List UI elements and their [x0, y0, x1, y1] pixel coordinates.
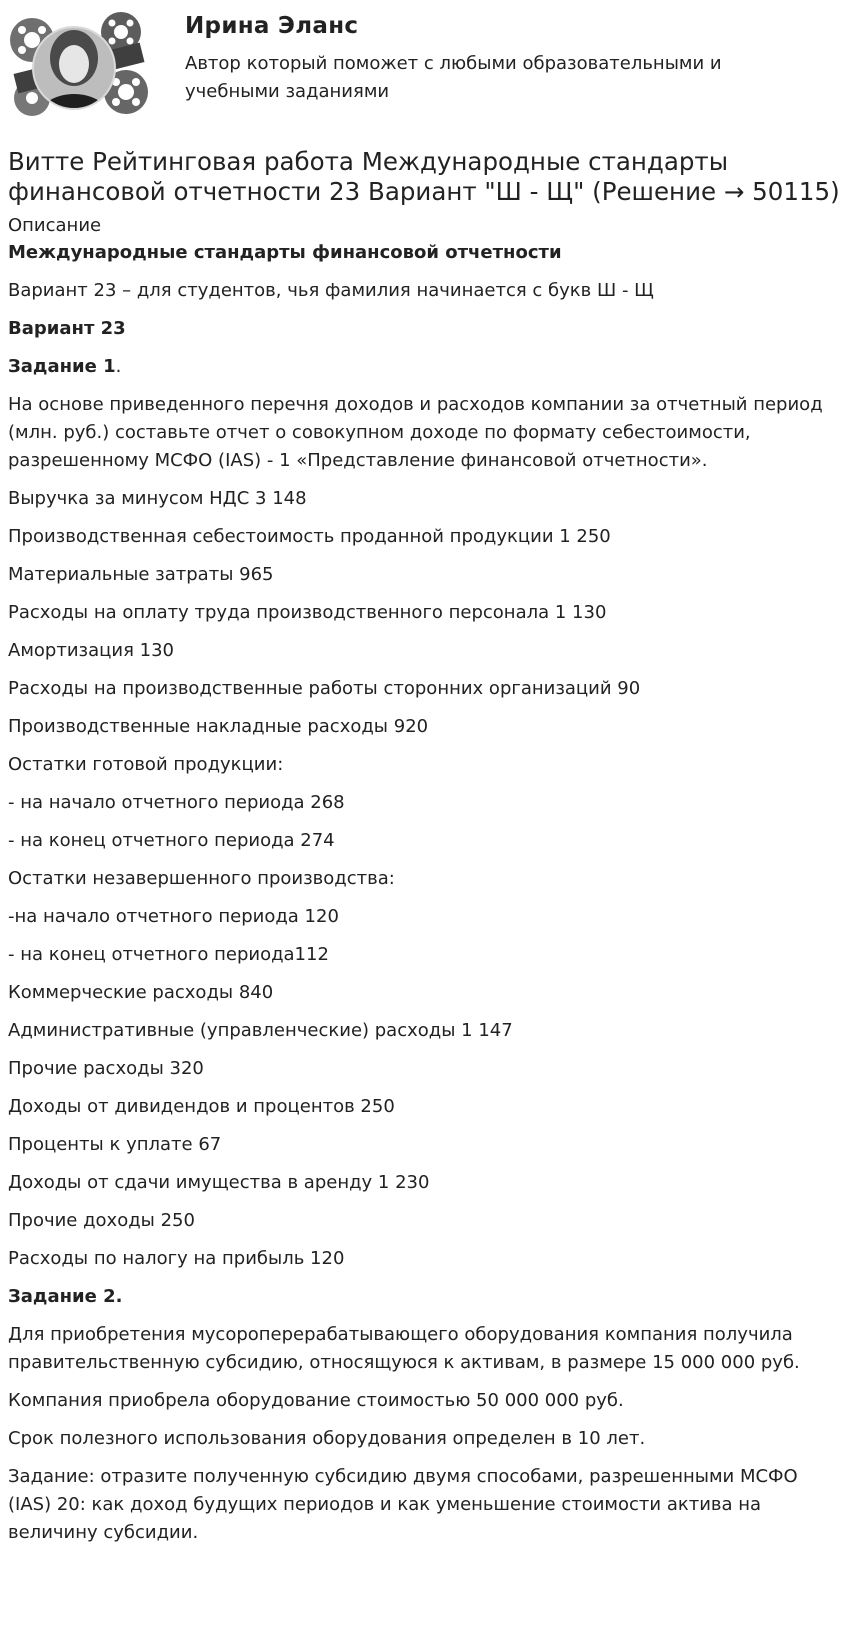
task1-item: Доходы от дивидендов и процентов 250: [8, 1096, 395, 1117]
author-card: [0, 0, 847, 135]
task2-paragraph: Задание: отразите полученную субсидию двумя способами, разрешенными МСФО (IAS) 20: как доход будущих периодов и как уменьшение стоимости актива на величину субсидии.: [8, 1466, 798, 1543]
task2-paragraph: Срок полезного использования оборудования определен в 10 лет.: [8, 1428, 646, 1449]
task1-item: Расходы на производственные работы сторонних организаций 90: [8, 678, 641, 699]
task1-item: Расходы на оплату труда производственного персонала 1 130: [8, 602, 607, 623]
task1-text: На основе приведенного перечня доходов и расходов компании за отчетный период (млн. руб.) составьте отчет о совокупном доходе по формату себестоимости, разрешенному МСФО (IAS) - 1 «Представление финансовой отчетности».: [8, 394, 823, 471]
task1-heading-suffix: .: [115, 356, 122, 377]
description-label: Описание: [8, 215, 102, 236]
author-avatar[interactable]: [6, 6, 152, 130]
task1-item: Расходы по налогу на прибыль 120: [8, 1248, 345, 1269]
task1-item: Коммерческие расходы 840: [8, 982, 274, 1003]
variant-heading: Вариант 23: [8, 318, 126, 339]
task1-item: Производственные накладные расходы 920: [8, 716, 429, 737]
task1-heading-label: Задание 1: [8, 356, 116, 377]
task1-item: - на начало отчетного периода 268: [8, 792, 345, 813]
author-description: Автор который поможет с любыми образовательными и учебными заданиями: [185, 53, 722, 102]
task1-heading: [8, 353, 844, 381]
task1-item: Проценты к уплате 67: [8, 1134, 222, 1155]
variant-note: Вариант 23 – для студентов, чья фамилия начинается с букв Ш - Щ: [8, 280, 654, 301]
task1-item: Материальные затраты 965: [8, 564, 274, 585]
subject-heading: Международные стандарты финансовой отчетности: [8, 242, 562, 263]
task1-item: Выручка за минусом НДС 3 148: [8, 488, 307, 509]
task1-item: Прочие расходы 320: [8, 1058, 204, 1079]
task1-item: - на конец отчетного периода 274: [8, 830, 335, 851]
task2-paragraph: Для приобретения мусороперерабатывающего оборудования компания получила правительственную субсидию, относящуюся к активам, в размере 15 000 000 руб.: [8, 1324, 800, 1373]
task1-item: Остатки готовой продукции:: [8, 754, 284, 775]
task2-heading: Задание 2.: [8, 1286, 123, 1307]
task1-item: Доходы от сдачи имущества в аренду 1 230: [8, 1172, 430, 1193]
task2-paragraph: Компания приобрела оборудование стоимостью 50 000 000 руб.: [8, 1390, 624, 1411]
task1-item: Административные (управленческие) расходы 1 147: [8, 1020, 513, 1041]
description-body: [8, 239, 844, 1547]
task1-item: Амортизация 130: [8, 640, 174, 661]
page-title: Витте Рейтинговая работа Международные стандарты финансовой отчетности 23 Вариант "Ш - Щ" (Решение → 50115): [8, 147, 840, 206]
task1-item: Прочие доходы 250: [8, 1210, 195, 1231]
task1-item: Остатки незавершенного производства:: [8, 868, 395, 889]
task1-item: -на начало отчетного периода 120: [8, 906, 339, 927]
task1-item: Производственная себестоимость проданной продукции 1 250: [8, 526, 611, 547]
author-name[interactable]: Ирина Эланс: [185, 13, 359, 39]
task1-item: - на конец отчетного периода112: [8, 944, 329, 965]
